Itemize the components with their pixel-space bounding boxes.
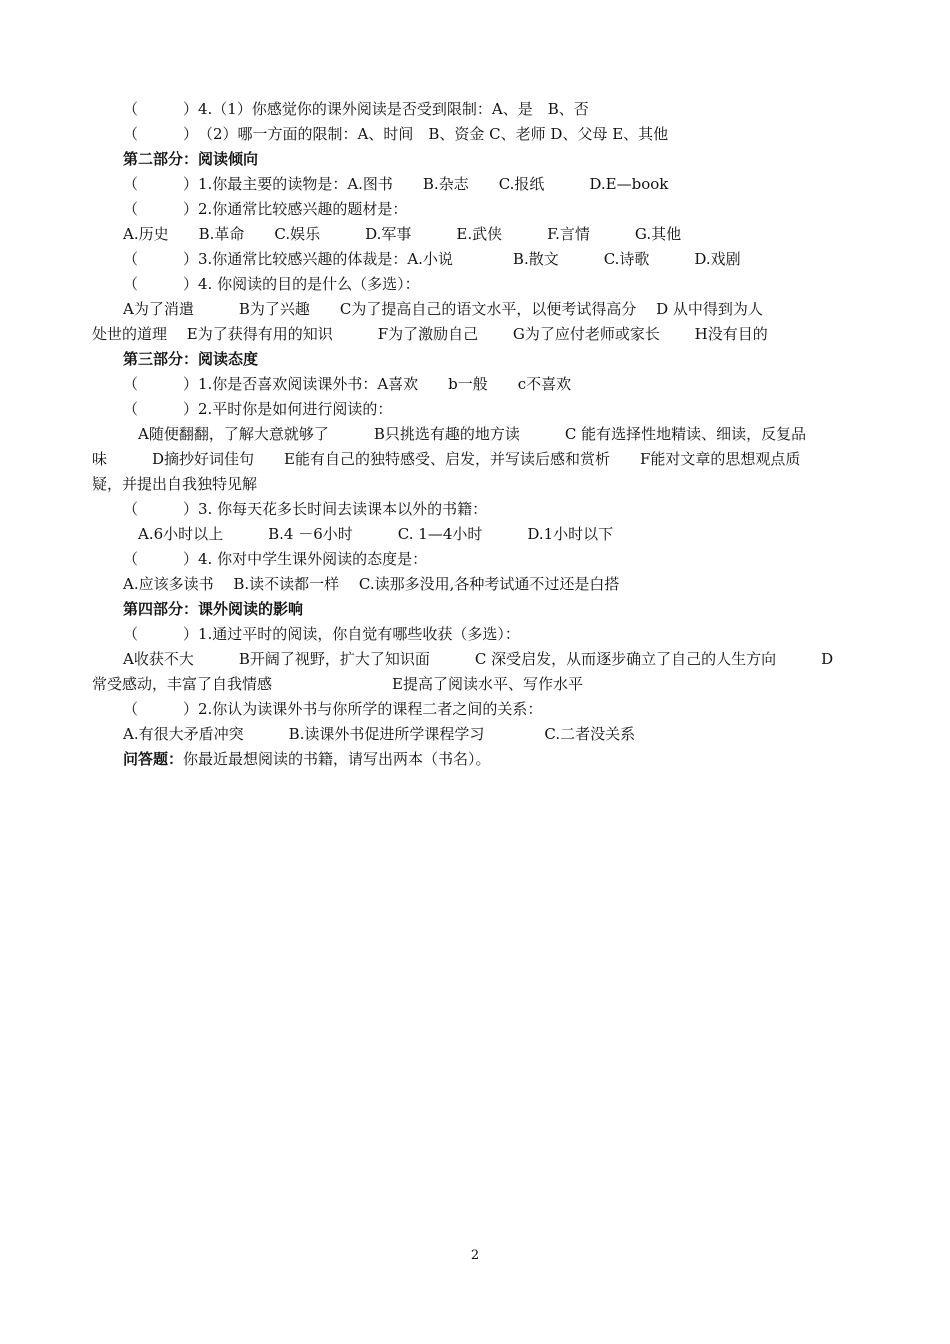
s3-q2-options-3: 疑，并提出自我独特见解 (92, 475, 258, 493)
s4-q1: （ ）1.通过平时的阅读，你自觉有哪些收获（多选）： (123, 625, 520, 643)
s3-q4: （ ）4. 你对中学生课外阅读的态度是： (123, 550, 428, 568)
s3-q2: （ ）2.平时你是如何进行阅读的： (123, 400, 393, 418)
s2-q3: （ ）3.你通常比较感兴趣的体裁是：A.小说 B.散文 C.诗歌 D.戏剧 (123, 250, 741, 268)
s3-q3-options: A.6小时以上 B.4 －6小时 C. 1—4小时 D.1小时以下 (123, 525, 614, 543)
s2-q2: （ ）2.你通常比较感兴趣的题材是： (123, 200, 408, 218)
s2-q1: （ ）1.你最主要的读物是：A.图书 B.杂志 C.报纸 D.E—book (123, 175, 669, 193)
s4-q2: （ ）2.你认为读课外书与你所学的课程二者之间的关系： (123, 700, 543, 718)
open-question-text: 你最近最想阅读的书籍，请写出两本（书名）。 (183, 750, 491, 768)
section-4-heading: 第四部分：课外阅读的影响 (123, 600, 304, 618)
q4-2-limit-type: （ ） （2）哪一方面的限制：A、时间 B、资金 C、老师 D、父母 E、其他 (123, 125, 669, 143)
s3-q2-options-2: 味 D摘抄好词佳句 E能有自己的独特感受、启发，并写读后感和赏析 F能对文章的思想观点质 (92, 450, 801, 468)
s2-q2-options: A.历史 B.革命 C.娱乐 D.军事 E.武侠 F.言情 G.其他 (123, 225, 682, 243)
s2-q4: （ ）4. 你阅读的目的是什么（多选）： (123, 275, 420, 293)
s3-q2-options-1: A随便翻翻，了解大意就够了 B只挑选有趣的地方读 C 能有选择性地精读、细读，反复品 (123, 425, 807, 443)
s2-q4-options-2: 处世的道理 E为了获得有用的知识 F为了激励自己 G为了应付老师或家长 H没有目的 (92, 325, 768, 343)
s4-q2-options: A.有很大矛盾冲突 B.读课外书促进所学课程学习 C.二者没关系 (123, 725, 636, 743)
open-question (123, 747, 862, 772)
s3-q4-options: A.应该多读书 B.读不读都一样 C.读那多没用,各种考试通不过还是白搭 (123, 575, 620, 593)
s3-q3: （ ）3. 你每天花多长时间去读课本以外的书籍： (123, 500, 488, 518)
s4-q1-options-1: A收获不大 B开阔了视野，扩大了知识面 C 深受启发，从而逐步确立了自己的人生方向 D (123, 650, 834, 668)
s3-q1: （ ）1.你是否喜欢阅读课外书：A喜欢 b一般 c不喜欢 (123, 375, 572, 393)
section-2-heading: 第二部分：阅读倾向 (123, 150, 259, 168)
page-number: 2 (470, 1248, 480, 1263)
s4-q1-options-2: 常受感动，丰富了自我情感 E提高了阅读水平、写作水平 (92, 675, 583, 693)
q4-1-limited: （ ）4.（1）你感觉你的课外阅读是否受到限制：A、是 B、否 (123, 100, 589, 118)
s2-q4-options-1: A为了消遣 B为了兴趣 C为了提高自己的语文水平，以便考试得高分 D 从中得到为人 (123, 300, 763, 318)
section-3-heading: 第三部分：阅读态度 (123, 350, 259, 368)
open-question-label: 问答题： (123, 750, 184, 768)
